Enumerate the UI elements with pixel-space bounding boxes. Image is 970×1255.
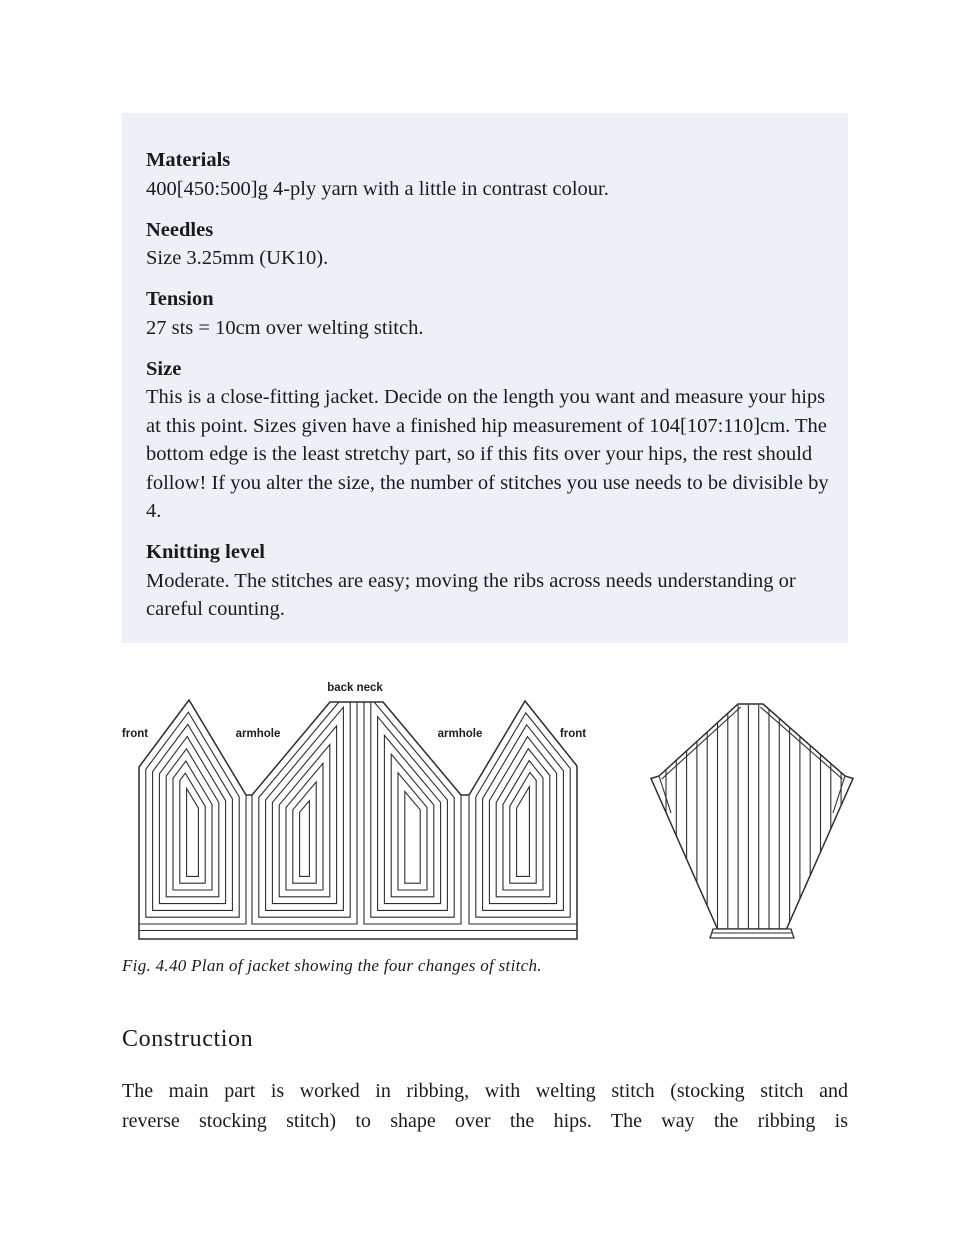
info-section-materials	[146, 146, 831, 203]
info-section-knitting-level	[146, 538, 831, 624]
body-rib-panels	[139, 700, 577, 924]
paragraph-line: reverse stocking stitch) to shape over the hips. The way the ribbing is	[122, 1109, 848, 1132]
label-front-left: front	[121, 728, 149, 740]
section-heading: Materials	[146, 149, 231, 171]
jacket-plan-figure	[112, 676, 868, 946]
section-heading: Knitting level	[146, 541, 266, 563]
sleeve-outline	[651, 704, 853, 929]
info-section-needles	[146, 216, 831, 273]
section-body: Size 3.25mm (UK10).	[146, 247, 329, 269]
figure-caption: Fig. 4.40 Plan of jacket showing the four changes of stitch.	[122, 956, 542, 975]
section-heading: Tension	[146, 288, 214, 310]
section-body: This is a close-fitting jacket. Decide on the length you want and measure your hips at this point. Sizes given have a finished hip measurement of 104[107:110]cm. The bottom edge is the least stretchy part, so if this fits over your hips, the rest should follow! If you alter the size, the number of stitches you use needs to be divisible by 4.	[146, 386, 829, 522]
label-back-neck: back neck	[327, 682, 383, 694]
info-section-tension	[146, 285, 831, 342]
section-body: 27 sts = 10cm over welting stitch.	[146, 316, 424, 339]
label-front-right: front	[559, 728, 587, 740]
info-section-size	[146, 355, 831, 526]
section-heading: Needles	[146, 218, 214, 241]
sleeve-ribs	[666, 705, 841, 929]
section-body: Moderate. The stitches are easy; moving the ribs across needs understanding or careful counting.	[146, 569, 796, 620]
construction-paragraph	[122, 1077, 848, 1136]
section-body: 400[450:500]g 4-ply yarn with a little in contrast colour.	[146, 177, 609, 200]
pattern-info-box	[122, 113, 848, 643]
sleeve-edging-lines	[662, 707, 843, 779]
paragraph-line: The main part is worked in ribbing, with welting stitch (stocking stitch and	[122, 1080, 848, 1102]
label-armhole-right: armhole	[437, 728, 483, 740]
construction-heading: Construction	[122, 1026, 254, 1052]
label-armhole-left: armhole	[235, 728, 281, 740]
section-heading: Size	[146, 357, 182, 380]
